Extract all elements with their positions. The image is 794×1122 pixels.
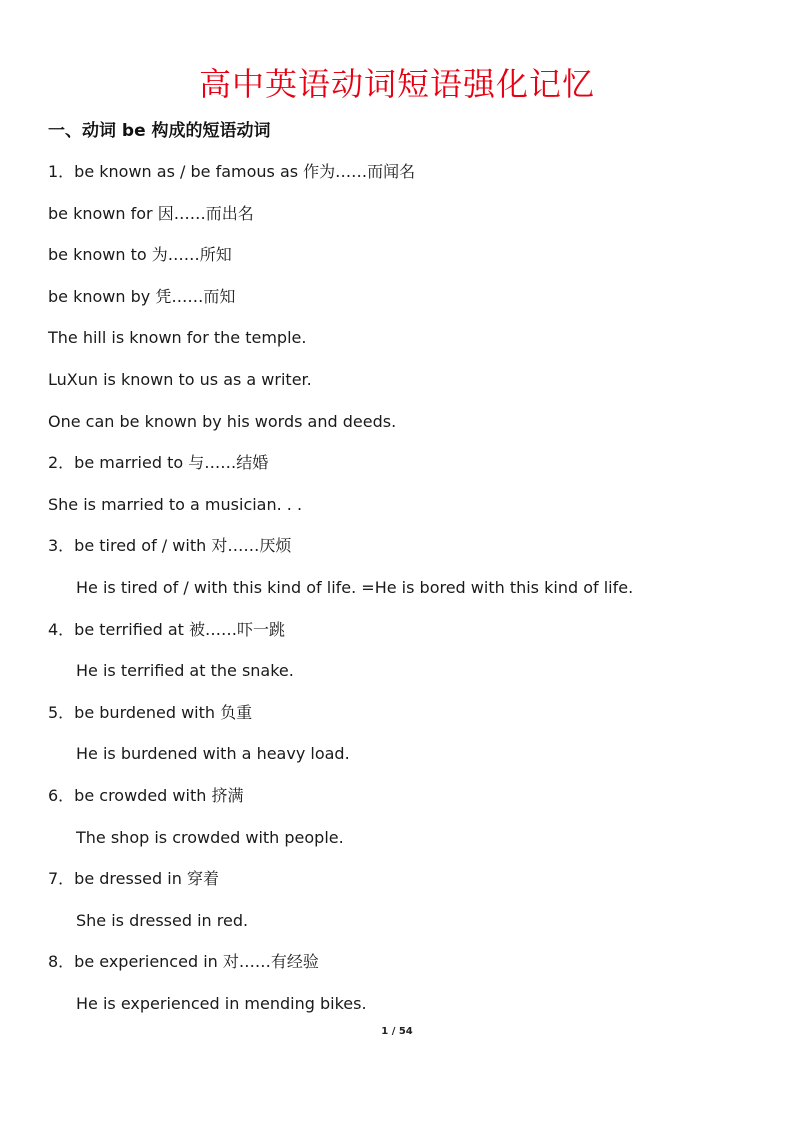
chinese-meaning: 与……结婚 bbox=[188, 453, 269, 473]
section-heading: 一、动词 be 构成的短语动词 bbox=[48, 121, 271, 141]
phrase-line bbox=[48, 616, 285, 644]
example-sentence bbox=[76, 907, 248, 935]
english-text: He is tired of / with this kind of life. =He is bored with this kind of life. bbox=[76, 578, 634, 597]
chinese-meaning: 为……所知 bbox=[151, 245, 232, 265]
phrase-line bbox=[48, 532, 291, 560]
phrase-line bbox=[48, 241, 232, 269]
english-text: He is experienced in mending bikes. bbox=[76, 994, 367, 1013]
example-sentence bbox=[76, 574, 633, 602]
chinese-meaning: 挤满 bbox=[211, 786, 244, 805]
chinese-meaning: 对……有经验 bbox=[222, 952, 319, 972]
phrase-line bbox=[48, 699, 252, 727]
english-text: LuXun is known to us as a writer. bbox=[48, 370, 312, 389]
english-text: be known to bbox=[48, 245, 152, 265]
phrase-line bbox=[48, 491, 302, 519]
chinese-meaning: 对……厌烦 bbox=[211, 536, 292, 556]
english-text: 5．be burdened with bbox=[48, 702, 221, 722]
english-text: be known for bbox=[48, 203, 158, 223]
phrase-line bbox=[48, 324, 306, 352]
english-text: She is dressed in red. bbox=[76, 910, 249, 930]
english-text: 1．be known as / be famous as bbox=[48, 162, 304, 181]
english-text: She is married to a musician. . . bbox=[48, 494, 303, 514]
english-text: 4．be terrified at bbox=[48, 619, 190, 639]
phrase-line bbox=[48, 948, 319, 976]
chinese-meaning: 穿着 bbox=[186, 869, 219, 889]
phrase-line bbox=[48, 408, 396, 436]
chinese-meaning: 作为……而闻名 bbox=[303, 162, 416, 181]
english-text: 7．be dressed in bbox=[48, 869, 187, 889]
english-text: He is burdened with a heavy load. bbox=[76, 744, 350, 764]
english-text: One can be known by his words and deeds. bbox=[48, 411, 397, 431]
example-sentence bbox=[76, 990, 367, 1018]
english-text: He is terrified at the snake. bbox=[76, 661, 294, 681]
phrase-line bbox=[48, 865, 219, 893]
english-text: 8．be experienced in bbox=[48, 952, 223, 972]
english-text: The shop is crowded with people. bbox=[76, 827, 344, 847]
chinese-meaning: 负重 bbox=[220, 702, 253, 722]
phrase-line bbox=[48, 283, 235, 311]
example-sentence bbox=[76, 657, 294, 685]
example-sentence bbox=[76, 824, 344, 852]
chinese-meaning: 被……吓一跳 bbox=[189, 619, 286, 639]
english-text: The hill is known for the temple. bbox=[48, 328, 307, 348]
example-sentence bbox=[76, 740, 350, 768]
document-title: 高中英语动词短语强化记忆 bbox=[198, 65, 595, 103]
phrase-line bbox=[48, 200, 254, 228]
english-text: 6．be crowded with bbox=[48, 786, 212, 805]
english-text: 3．be tired of / with bbox=[48, 536, 212, 556]
chinese-meaning: 因……而出名 bbox=[157, 203, 254, 223]
phrase-line bbox=[48, 158, 415, 186]
english-text: 2．be married to bbox=[48, 453, 189, 473]
chinese-meaning: 凭……而知 bbox=[155, 286, 236, 306]
phrase-line bbox=[48, 782, 243, 810]
phrase-line bbox=[48, 449, 268, 477]
page-number: 1 / 54 bbox=[381, 1026, 413, 1037]
phrase-line bbox=[48, 366, 312, 394]
english-text: be known by bbox=[48, 286, 156, 306]
